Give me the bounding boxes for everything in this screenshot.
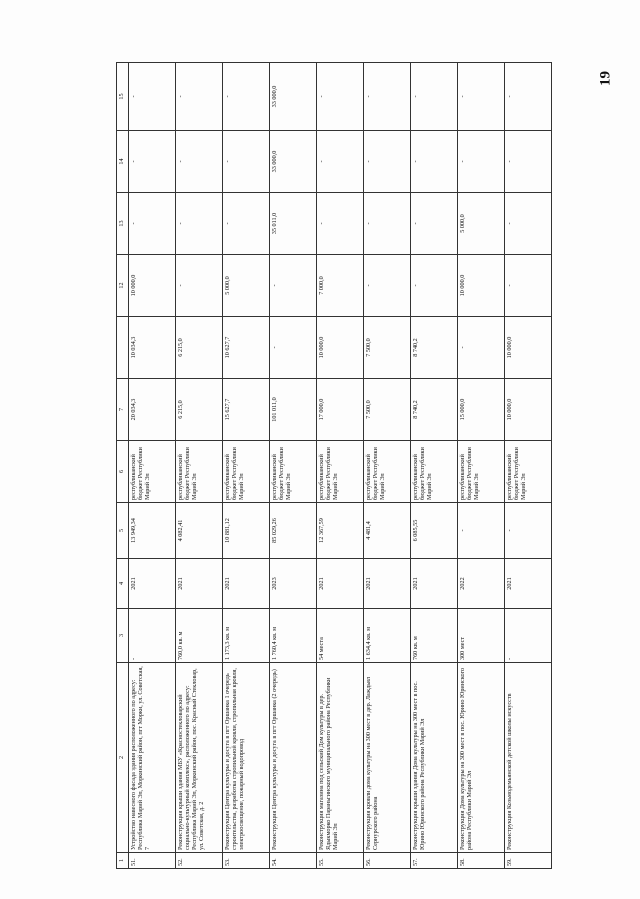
table-cell-c5: 4 481,4 bbox=[364, 503, 411, 559]
table-cell-c7: 10 000,0 bbox=[505, 379, 552, 441]
table-cell-c4: 2023 bbox=[270, 559, 317, 609]
table-header-row bbox=[117, 63, 129, 869]
page-number: 19 bbox=[597, 71, 614, 86]
table-cell-c8: - bbox=[458, 317, 505, 379]
table-cell-c6: республиканский бюджет Республики Марий Эл bbox=[176, 441, 223, 503]
table-cell-c12: 7 000,0 bbox=[317, 255, 364, 317]
table-cell-c13: - bbox=[223, 193, 270, 255]
table-cell-c13: - bbox=[176, 193, 223, 255]
table-cell-c13: - bbox=[364, 193, 411, 255]
table-row bbox=[458, 63, 505, 869]
table-cell-c3: 300 мест bbox=[458, 609, 505, 663]
table-cell-c5: 12 367,59 bbox=[317, 503, 364, 559]
header-cell-unlabeled bbox=[117, 317, 129, 379]
table-cell-name: Реконструкция крыши здания МБУ «Красностекловарский социально-культурный комплекс», расположенного по адресу: Республика Марий Эл, Моркинский район, пос. Красный Стекловар, ул. Советская, д. 2 bbox=[176, 663, 223, 853]
table-cell-c12: - bbox=[270, 255, 317, 317]
table-cell-name: Реконструкция крыши здания Дома культуры на 300 мест в пос. Юрино Юринского района Республики Марий Эл bbox=[411, 663, 458, 853]
table-row bbox=[223, 63, 270, 869]
table-cell-c5: 4 082,41 bbox=[176, 503, 223, 559]
table-cell-n: 52. bbox=[176, 853, 223, 869]
table-row bbox=[364, 63, 411, 869]
table-cell-c3: 760,0 кв. м bbox=[176, 609, 223, 663]
table-cell-c8: 7 500,0 bbox=[364, 317, 411, 379]
header-cell: 13 bbox=[117, 193, 129, 255]
table-cell-c6: республиканский бюджет Республики Марий Эл bbox=[364, 441, 411, 503]
table-cell-c13: 35 011,0 bbox=[270, 193, 317, 255]
table-cell-c4: 2021 bbox=[317, 559, 364, 609]
table-cell-c14: - bbox=[364, 131, 411, 193]
header-cell: 3 bbox=[117, 609, 129, 663]
table-cell-c14: - bbox=[411, 131, 458, 193]
table-cell-name: Реконструкция Дома культуры на 300 мест в пос. Юрино Юринского района Республики Марий Эл bbox=[458, 663, 505, 853]
budget-table bbox=[116, 62, 552, 869]
table-cell-n: 59. bbox=[505, 853, 552, 869]
table-cell-c7: 17 000,0 bbox=[317, 379, 364, 441]
table-cell-c4: 2021 bbox=[505, 559, 552, 609]
table-cell-c12: - bbox=[176, 255, 223, 317]
table-cell-c13: - bbox=[505, 193, 552, 255]
table-cell-c4: 2021 bbox=[223, 559, 270, 609]
table-cell-c13: - bbox=[129, 193, 176, 255]
header-cell: 14 bbox=[117, 131, 129, 193]
table-cell-n: 55. bbox=[317, 853, 364, 869]
header-cell: 4 bbox=[117, 559, 129, 609]
table-cell-c4: 2021 bbox=[129, 559, 176, 609]
table-cell-n: 51. bbox=[129, 853, 176, 869]
table-cell-c15: - bbox=[505, 63, 552, 131]
table-cell-c12: 10 000,0 bbox=[458, 255, 505, 317]
table-cell-c4: 2021 bbox=[411, 559, 458, 609]
header-cell: 6 bbox=[117, 441, 129, 503]
table-cell-c12: 5 000,0 bbox=[223, 255, 270, 317]
table-cell-c3: 1 634,4 кв. м bbox=[364, 609, 411, 663]
table-cell-name: Реконструкция кровли дома культуры на 300 мест в дер. Лаждьял Сернурского района bbox=[364, 663, 411, 853]
table-cell-c14: - bbox=[458, 131, 505, 193]
table-cell-c5: - bbox=[505, 503, 552, 559]
table-cell-c15: - bbox=[458, 63, 505, 131]
table-cell-c3: 760 кв. м bbox=[411, 609, 458, 663]
table-cell-c14: - bbox=[176, 131, 223, 193]
table-cell-c15: - bbox=[317, 63, 364, 131]
table-cell-c3: 1 760,4 кв. м bbox=[270, 609, 317, 663]
table-cell-c15: - bbox=[364, 63, 411, 131]
table-cell-c4: 2021 bbox=[364, 559, 411, 609]
table-cell-c12: - bbox=[411, 255, 458, 317]
table-cell-c14: - bbox=[317, 131, 364, 193]
table-cell-c8: 10 034,3 bbox=[129, 317, 176, 379]
table-cell-c7: 15 000,0 bbox=[458, 379, 505, 441]
table-cell-c5: 85 029,26 bbox=[270, 503, 317, 559]
table-cell-n: 57. bbox=[411, 853, 458, 869]
table-cell-c6: республиканский бюджет Республики Марий Эл bbox=[458, 441, 505, 503]
table-cell-name: Устройство навесного фасада здания расположенного по адресу: Республика Марий Эл, Моркинский район, пгт Морки, ул. Советская, 7 bbox=[129, 663, 176, 853]
table-cell-c3: 54 места bbox=[317, 609, 364, 663]
table-row bbox=[176, 63, 223, 869]
table-cell-name: Реконструкция магазина под сельский Дом культуры в дер. Ядыкморко Параньгинского муниципального района Республики Марий Эл bbox=[317, 663, 364, 853]
table-cell-c14: - bbox=[505, 131, 552, 193]
table-cell-c5: - bbox=[458, 503, 505, 559]
header-cell: 12 bbox=[117, 255, 129, 317]
table-cell-c8: 6 215,0 bbox=[176, 317, 223, 379]
table-cell-c12: - bbox=[505, 255, 552, 317]
header-cell: 1 bbox=[117, 853, 129, 869]
table-cell-c6: республиканский бюджет Республики Марий Эл bbox=[223, 441, 270, 503]
table-cell-c6: республиканский бюджет Республики Марий Эл bbox=[129, 441, 176, 503]
table-row bbox=[129, 63, 176, 869]
header-cell: 7 bbox=[117, 379, 129, 441]
table-cell-c3: - bbox=[129, 609, 176, 663]
table-row bbox=[317, 63, 364, 869]
table-cell-c14: - bbox=[223, 131, 270, 193]
table-cell-c6: республиканский бюджет Республики Марий Эл bbox=[411, 441, 458, 503]
table-cell-c15: - bbox=[223, 63, 270, 131]
table-cell-c14: 33 000,0 bbox=[270, 131, 317, 193]
header-cell: 5 bbox=[117, 503, 129, 559]
table-row bbox=[411, 63, 458, 869]
table-cell-c5: 13 949,34 bbox=[129, 503, 176, 559]
table-cell-c3: - bbox=[505, 609, 552, 663]
table-cell-c7: 8 740,2 bbox=[411, 379, 458, 441]
table-cell-c5: 10 881,12 bbox=[223, 503, 270, 559]
table-cell-c15: - bbox=[176, 63, 223, 131]
table-cell-name: Реконструкция Центра культуры и досуга в пгт Оршанка (2 очередь) bbox=[270, 663, 317, 853]
header-cell: 2 bbox=[117, 663, 129, 853]
table-cell-c15: - bbox=[411, 63, 458, 131]
table-cell-c5: 6 085,55 bbox=[411, 503, 458, 559]
table-cell-n: 53. bbox=[223, 853, 270, 869]
table-cell-c8: 8 740,2 bbox=[411, 317, 458, 379]
table-cell-c3: 1 173,3 кв. м bbox=[223, 609, 270, 663]
table-cell-c13: 5 000,0 bbox=[458, 193, 505, 255]
table-cell-c12: - bbox=[364, 255, 411, 317]
table-cell-c8: 10 627,7 bbox=[223, 317, 270, 379]
table-cell-n: 54. bbox=[270, 853, 317, 869]
table-row bbox=[270, 63, 317, 869]
table-cell-c7: 6 215,0 bbox=[176, 379, 223, 441]
table-cell-c6: республиканский бюджет Республики Марий Эл bbox=[270, 441, 317, 503]
table-cell-c15: - bbox=[129, 63, 176, 131]
table-cell-c13: - bbox=[317, 193, 364, 255]
table-cell-c7: 15 627,7 bbox=[223, 379, 270, 441]
table-cell-name: Реконструкция Центра культуры и досуга в пгт Оршанка 1 очередь строительства, разработка стропильной кровли, стропильная кровля, электроосвещение, пожарный водопровод bbox=[223, 663, 270, 853]
table-cell-c13: - bbox=[411, 193, 458, 255]
table-cell-c8: 10 000,0 bbox=[317, 317, 364, 379]
table-cell-c4: 2022 bbox=[458, 559, 505, 609]
table-cell-c15: 33 000,0 bbox=[270, 63, 317, 131]
table-cell-c12: 10 000,0 bbox=[129, 255, 176, 317]
table-cell-c7: 7 500,0 bbox=[364, 379, 411, 441]
table-cell-n: 56. bbox=[364, 853, 411, 869]
table-cell-c8: 10 000,0 bbox=[505, 317, 552, 379]
header-cell: 15 bbox=[117, 63, 129, 131]
table-cell-c14: - bbox=[129, 131, 176, 193]
table-row bbox=[505, 63, 552, 869]
table-cell-name: Реконструкция Козьмодемьянской детской школы искусств bbox=[505, 663, 552, 853]
table-cell-c8: - bbox=[270, 317, 317, 379]
table-cell-c6: республиканский бюджет Республики Марий Эл bbox=[505, 441, 552, 503]
table-cell-c7: 20 034,3 bbox=[129, 379, 176, 441]
table-cell-c7: 101 011,0 bbox=[270, 379, 317, 441]
table-cell-c4: 2021 bbox=[176, 559, 223, 609]
table-cell-c6: республиканский бюджет Республики Марий Эл bbox=[317, 441, 364, 503]
rotated-table-wrapper bbox=[116, 63, 622, 869]
table-cell-n: 58. bbox=[458, 853, 505, 869]
